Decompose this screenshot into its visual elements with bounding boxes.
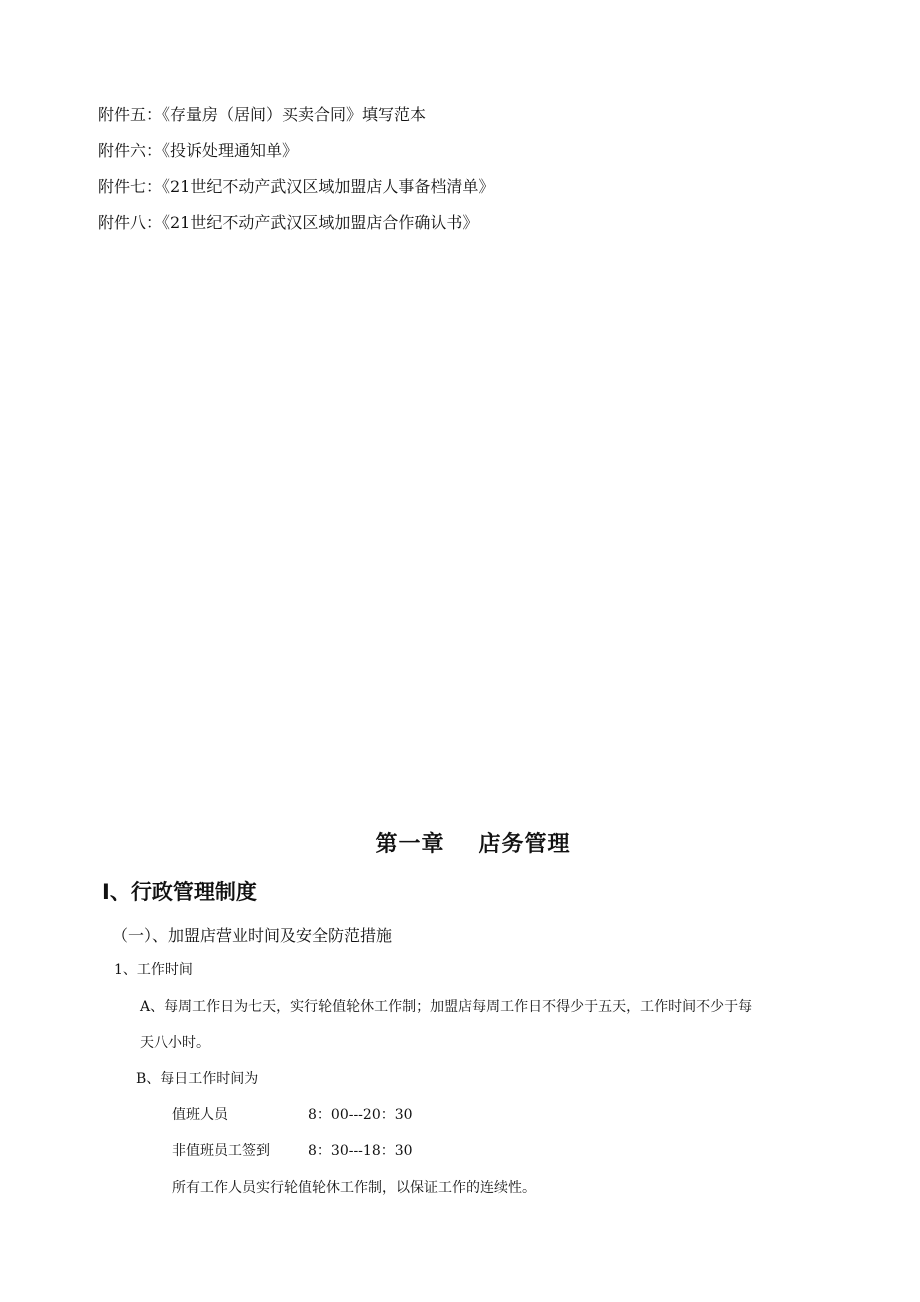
schedule-row-duty bbox=[172, 1108, 413, 1122]
paragraph-a-line-2: 天八小时。 bbox=[140, 1035, 210, 1051]
schedule-label: 值班人员 bbox=[172, 1107, 228, 1123]
chapter-number: 第一章 bbox=[375, 832, 445, 857]
paragraph-b-title: B、每日工作时间为 bbox=[136, 1071, 259, 1087]
annex-item-5: 附件五：《存量房（居间）买卖合同》填写范本 bbox=[98, 105, 427, 124]
schedule-label: 非值班员工签到 bbox=[172, 1143, 270, 1159]
subsection-heading: （一）、加盟店营业时间及安全防范措施 bbox=[112, 926, 393, 945]
chapter-title: 店务管理 bbox=[478, 832, 571, 857]
item-heading-work-time: 1、工作时间 bbox=[114, 962, 193, 978]
schedule-time: 8：30---18：30 bbox=[308, 1143, 413, 1159]
schedule-time: 8：00---20：30 bbox=[308, 1107, 413, 1123]
paragraph-a-line-1: A、每周工作日为七天，实行轮值轮休工作制；加盟店每周工作日不得少于五天，工作时间不少于每 bbox=[140, 999, 753, 1015]
annex-item-8: 附件八：《21世纪不动产武汉区域加盟店合作确认书》 bbox=[98, 213, 479, 232]
schedule-row-non-duty bbox=[172, 1144, 413, 1158]
schedule-note: 所有工作人员实行轮值轮休工作制，以保证工作的连续性。 bbox=[172, 1180, 536, 1196]
annex-item-7: 附件七：《21世纪不动产武汉区域加盟店人事备档清单》 bbox=[98, 177, 495, 196]
annex-item-6: 附件六：《投诉处理通知单》 bbox=[98, 141, 299, 160]
chapter-heading bbox=[0, 834, 920, 856]
section-heading: Ⅰ、行政管理制度 bbox=[102, 880, 257, 904]
